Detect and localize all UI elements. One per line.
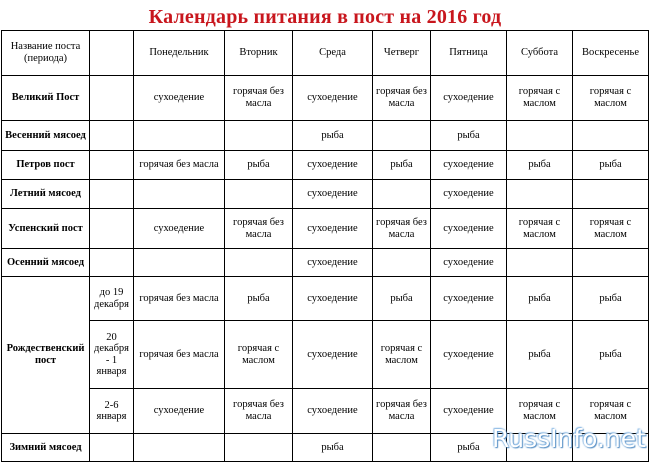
table-cell xyxy=(507,121,573,151)
table-cell: сухоедение xyxy=(293,151,373,180)
sub-period-cell xyxy=(90,151,134,180)
table-cell xyxy=(134,434,225,462)
table-cell: сухоедение xyxy=(293,180,373,209)
table-cell: сухоедение xyxy=(431,209,507,249)
table-cell: рыба xyxy=(431,121,507,151)
fasting-calendar-table xyxy=(1,30,649,462)
table-cell xyxy=(134,180,225,209)
table-cell: сухоедение xyxy=(134,389,225,434)
table-cell: горячая без масла xyxy=(373,209,431,249)
watermark-logo: RussInfo.net xyxy=(492,424,646,453)
header-day-friday: Пятница xyxy=(431,31,507,76)
table-cell: горячая без масла xyxy=(373,389,431,434)
table-cell xyxy=(507,180,573,209)
table-cell xyxy=(373,434,431,462)
sub-period-label: 20 декабря - 1 января xyxy=(90,321,134,389)
header-row xyxy=(2,31,649,76)
sub-period-cell xyxy=(90,209,134,249)
header-blank xyxy=(90,31,134,76)
table-cell: сухоедение xyxy=(431,180,507,209)
table-cell: горячая с маслом xyxy=(507,209,573,249)
table-cell: горячая без масла xyxy=(225,76,293,121)
period-name: Рождественский пост xyxy=(2,277,90,434)
sub-period-cell xyxy=(90,434,134,462)
table-cell xyxy=(225,434,293,462)
sub-period-cell xyxy=(90,76,134,121)
header-day-monday: Понедельник xyxy=(134,31,225,76)
table-cell xyxy=(373,121,431,151)
period-name: Петров пост xyxy=(2,151,90,180)
period-name: Великий Пост xyxy=(2,76,90,121)
table-cell: горячая с маслом xyxy=(225,321,293,389)
table-row xyxy=(2,209,649,249)
table-cell: горячая без масла xyxy=(225,389,293,434)
table-cell: сухоедение xyxy=(431,76,507,121)
table-cell: рыба xyxy=(573,321,649,389)
table-cell: сухоедение xyxy=(293,321,373,389)
table-cell: рыба xyxy=(507,277,573,321)
table-row xyxy=(2,76,649,121)
table-cell: горячая без масла xyxy=(134,321,225,389)
table-cell: сухоедение xyxy=(293,209,373,249)
table-cell xyxy=(134,249,225,277)
table-cell xyxy=(573,121,649,151)
header-period: Название поста (периода) xyxy=(2,31,90,76)
sub-period-label: 2-6 января xyxy=(90,389,134,434)
table-cell: горячая с маслом xyxy=(573,389,649,434)
table-cell xyxy=(573,249,649,277)
table-cell: сухоедение xyxy=(293,389,373,434)
table-cell xyxy=(573,180,649,209)
table-cell: рыба xyxy=(507,151,573,180)
table-cell: горячая без масла xyxy=(134,151,225,180)
table-row xyxy=(2,321,649,389)
header-day-saturday: Суббота xyxy=(507,31,573,76)
table-cell: сухоедение xyxy=(431,277,507,321)
table-cell: сухоедение xyxy=(431,389,507,434)
table-cell: рыба xyxy=(293,434,373,462)
table-cell: горячая с маслом xyxy=(573,209,649,249)
sub-period-cell xyxy=(90,249,134,277)
table-cell: сухоедение xyxy=(431,249,507,277)
table-cell: сухоедение xyxy=(431,151,507,180)
table-cell: сухоедение xyxy=(293,277,373,321)
table-cell: горячая без масла xyxy=(373,76,431,121)
period-name: Весенний мясоед xyxy=(2,121,90,151)
table-row xyxy=(2,277,649,321)
table-cell: рыба xyxy=(293,121,373,151)
table-cell: сухоедение xyxy=(431,321,507,389)
table-row xyxy=(2,180,649,209)
table-cell xyxy=(134,121,225,151)
sub-period-cell xyxy=(90,121,134,151)
table-cell xyxy=(373,249,431,277)
table-cell: рыба xyxy=(225,277,293,321)
header-day-tuesday: Вторник xyxy=(225,31,293,76)
table-cell: рыба xyxy=(507,321,573,389)
table-cell: горячая с маслом xyxy=(573,76,649,121)
table-row xyxy=(2,121,649,151)
table-cell: рыба xyxy=(373,151,431,180)
table-cell: горячая без масла xyxy=(134,277,225,321)
table-row xyxy=(2,151,649,180)
table-cell xyxy=(225,121,293,151)
table-cell: горячая с маслом xyxy=(507,76,573,121)
header-day-thursday: Четверг xyxy=(373,31,431,76)
table-cell: сухоедение xyxy=(293,249,373,277)
table-cell: горячая с маслом xyxy=(507,389,573,434)
header-day-sunday: Воскресенье xyxy=(573,31,649,76)
table-cell xyxy=(507,249,573,277)
table-row xyxy=(2,249,649,277)
table-cell: рыба xyxy=(573,277,649,321)
table-cell: рыба xyxy=(225,151,293,180)
period-name: Зимний мясоед xyxy=(2,434,90,462)
sub-period-label: до 19 декабря xyxy=(90,277,134,321)
table-cell xyxy=(225,180,293,209)
period-name: Летний мясоед xyxy=(2,180,90,209)
table-cell: рыба xyxy=(431,434,507,462)
table-cell: рыба xyxy=(373,277,431,321)
header-day-wednesday: Среда xyxy=(293,31,373,76)
table-cell xyxy=(373,180,431,209)
page-title: Календарь питания в пост на 2016 год xyxy=(148,6,502,28)
table-cell: рыба xyxy=(573,151,649,180)
table-cell: сухоедение xyxy=(134,209,225,249)
table-cell: горячая с маслом xyxy=(373,321,431,389)
table-cell: сухоедение xyxy=(134,76,225,121)
period-name: Успенский пост xyxy=(2,209,90,249)
table-cell xyxy=(225,249,293,277)
period-name: Осенний мясоед xyxy=(2,249,90,277)
table-cell: сухоедение xyxy=(293,76,373,121)
sub-period-cell xyxy=(90,180,134,209)
table-cell: горячая без масла xyxy=(225,209,293,249)
